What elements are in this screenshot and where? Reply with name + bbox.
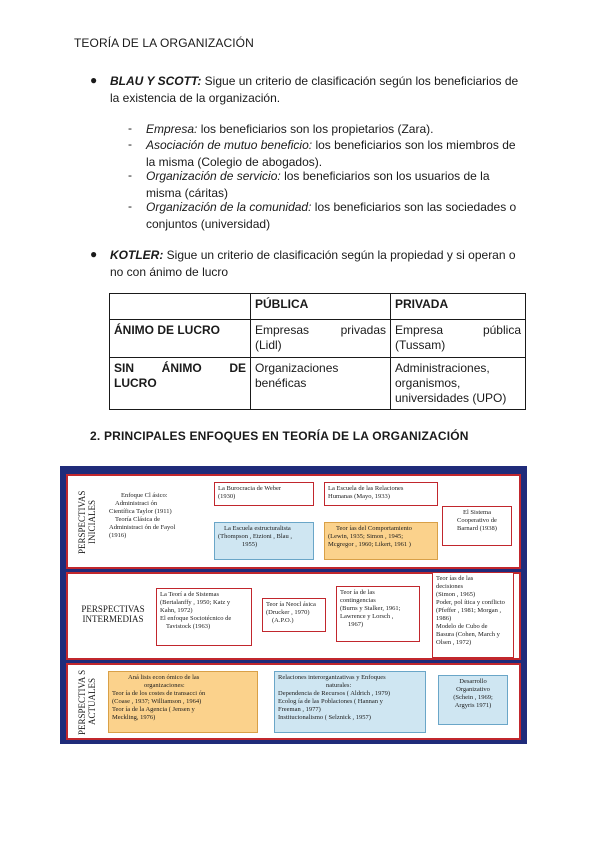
contingencias-l1: Teor ía de las xyxy=(340,589,375,596)
enfoque-l4: Teoría Clásica de xyxy=(115,516,161,523)
row-lucro-publica-a: Empresas privadas xyxy=(255,323,386,337)
rh-l2: Humanas (Mayo, 1933) xyxy=(328,493,390,500)
box-estructuralista xyxy=(214,522,314,560)
band-intermedias xyxy=(66,572,521,660)
blau-item-3 xyxy=(146,168,526,201)
estructuralista-l3: 1955) xyxy=(242,541,258,548)
contingencias-l5: 1967) xyxy=(348,621,364,628)
box-weber xyxy=(214,482,314,506)
contingencias-l4: Lawrence y Lorsch , xyxy=(340,613,394,620)
row-lucro-publica xyxy=(251,320,391,358)
decisiones-l3: (Simon , 1965) xyxy=(436,591,476,598)
relaciones-l2: naturales: xyxy=(326,682,352,689)
bullet-kotler: ● xyxy=(90,247,98,261)
contingencias-l2: contingencias xyxy=(340,597,376,604)
economico-l4: (Coase , 1937; Williamson , 1964) xyxy=(112,698,202,705)
kotler-paragraph xyxy=(110,247,525,280)
row-sin-lucro-label-b: LUCRO xyxy=(114,376,157,390)
row-sin-lucro-label xyxy=(110,358,251,410)
blau-item-3-text-2: misma (cáritas) xyxy=(146,185,229,200)
blau-item-2-text-2: la misma (Colegio de abogados). xyxy=(146,154,323,169)
economico-l1: Aná lisis econ ómico de las xyxy=(128,674,200,681)
comportamiento-l3: Mcgregor , 1960; Likert, 1961 ) xyxy=(328,541,411,548)
comportamiento-l2: (Lewin, 1935; Simon , 1945; xyxy=(328,533,404,540)
contingencias-l3: (Burns y Stalker, 1961; xyxy=(340,605,401,612)
box-relaciones-humanas xyxy=(324,482,438,506)
blau-item-1 xyxy=(146,121,526,138)
decisiones-l7: Modelo de Cubo de xyxy=(436,623,488,630)
row-sin-lucro-privada-b: organismos, xyxy=(395,376,461,390)
blau-item-1-term: Empresa: xyxy=(146,122,198,136)
economico-l5: Teor ía de la Agencia ( Jensen y xyxy=(112,706,195,713)
economico-l3: Teor ía de los costes de transacci ón xyxy=(112,690,206,697)
decisiones-l1: Teor ías de las xyxy=(436,575,474,582)
blau-item-3-text: los beneficiarios son los usuarios de la xyxy=(280,169,490,183)
box-analisis-economico xyxy=(108,671,258,733)
dash-1: - xyxy=(128,121,132,135)
enfoque-l1: Enfoque Cl ásico: xyxy=(121,492,168,499)
row-lucro-privada-b: (Tussam) xyxy=(395,338,446,352)
band-actuales xyxy=(66,663,521,740)
relaciones-l6: Institucionalismo ( Selznick , 1957) xyxy=(278,714,371,721)
box-enfoque-clasico xyxy=(106,490,214,562)
blau-text-1: Sigue un criterio de clasificación según los beneficiarios de xyxy=(201,74,519,88)
cooperativo-l2: Cooperativo de xyxy=(457,517,497,524)
row-sin-lucro-publica-b: benéficas xyxy=(255,376,307,390)
neoclasica-l3: (A.P.O.) xyxy=(272,617,294,624)
blau-item-2 xyxy=(146,137,526,170)
box-decisiones xyxy=(432,572,514,658)
row-sin-lucro-privada-c: universidades (UPO) xyxy=(395,391,507,405)
enfoque-l3: Científica Taylor (1911) xyxy=(109,508,172,515)
section-2-title: 2. PRINCIPALES ENFOQUES EN TEORÍA DE LA ORGANIZACIÓN xyxy=(90,429,469,443)
dash-2: - xyxy=(128,137,132,151)
neoclasica-l2: (Drucker , 1970) xyxy=(266,609,310,616)
relaciones-l5: Freeman , 1977) xyxy=(278,706,321,713)
sistemas-l4: El enfoque Sociotécnico de xyxy=(160,615,232,622)
blau-name: BLAU Y SCOTT: xyxy=(110,74,202,88)
table-corner xyxy=(110,294,251,320)
blau-paragraph xyxy=(110,73,525,106)
economico-l6: Meckling, 1976) xyxy=(112,714,156,721)
estructuralista-l1: La Escuela estructuralista xyxy=(224,525,291,532)
bullet-blau: ● xyxy=(90,73,98,87)
enfoque-l6: (1916) xyxy=(109,532,127,539)
band-iniciales xyxy=(66,474,521,569)
band-intermedias-label xyxy=(74,604,152,624)
kotler-table xyxy=(109,293,526,410)
sistemas-l5: Tavistock (1963) xyxy=(166,623,211,630)
relaciones-l1: Relaciones interorganizativas y Enfoques xyxy=(278,674,386,681)
box-contingencias xyxy=(336,586,420,642)
band-actuales-label: PERSPECTIVA S ACTUALES xyxy=(77,669,97,735)
row-sin-lucro-privada xyxy=(391,358,526,410)
desarrollo-l1: Desarrollo xyxy=(459,678,487,685)
enfoque-l5: Administraci ón de Fayol xyxy=(109,524,176,531)
decisiones-l8: Basura (Cohen, March y xyxy=(436,631,500,638)
blau-item-4 xyxy=(146,199,526,232)
enfoque-l2: Administraci ón xyxy=(115,500,158,507)
row-sin-lucro-privada-a: Administraciones, xyxy=(395,361,490,375)
kotler-name: KOTLER: xyxy=(110,248,164,262)
row-sin-lucro-publica-a: Organizaciones xyxy=(255,361,339,375)
relaciones-l3: Dependencia de Recursos ( Aldrich , 1979) xyxy=(278,690,391,697)
blau-item-3-term: Organización de servicio: xyxy=(146,169,281,183)
page-header: TEORÍA DE LA ORGANIZACIÓN xyxy=(74,36,254,50)
relaciones-l4: Ecolog ía de las Poblaciones ( Hannan y xyxy=(278,698,383,705)
economico-l2: organizaciones: xyxy=(144,682,185,689)
row-lucro-privada-a: Empresa pública xyxy=(395,323,521,337)
dash-4: - xyxy=(128,199,132,213)
enfoques-diagram xyxy=(60,466,527,744)
blau-item-4-text-2: conjuntos (universidad) xyxy=(146,216,271,231)
weber-l2: (1930) xyxy=(218,493,236,500)
box-desarrollo-organizativo xyxy=(438,675,508,725)
desarrollo-l3: (Schein , 1969; xyxy=(453,694,493,701)
band-iniciales-label: PERSPECTIVAS INICIALES xyxy=(77,490,97,554)
intermedias-l1: PERSPECTIVAS xyxy=(81,604,145,614)
row-lucro-label: ÁNIMO DE LUCRO xyxy=(110,320,251,358)
decisiones-l4: Poder, pol ítica y conflicto xyxy=(436,599,505,606)
rh-l1: La Escuela de las Relaciones xyxy=(328,485,404,492)
desarrollo-l4: Argyris 1971) xyxy=(454,702,492,709)
sistemas-l3: Kahn, 1972) xyxy=(160,607,193,614)
row-lucro-publica-b: (Lidl) xyxy=(255,338,282,352)
decisiones-l6: 1986) xyxy=(436,615,452,622)
blau-item-1-text: los beneficiarios son los propietarios (Zara). xyxy=(197,122,434,136)
box-cooperativo xyxy=(442,506,512,546)
neoclasica-l1: Teor ía Neocl ásica xyxy=(266,601,316,608)
desarrollo-l2: Organizativo xyxy=(456,686,490,693)
col-publica: PÚBLICA xyxy=(251,294,391,320)
box-sistemas xyxy=(156,588,252,646)
box-relaciones-interorganizativas xyxy=(274,671,426,733)
sistemas-l1: La Teorí a de Sistemas xyxy=(160,591,219,598)
comportamiento-l1: Teor ías del Comportamiento xyxy=(336,525,412,532)
estructuralista-l2: (Thompson , Etzioni , Blau , xyxy=(218,533,293,540)
decisiones-l9: Olsen , 1972) xyxy=(436,639,472,646)
row-sin-lucro-label-a: SIN ÁNIMO DE xyxy=(114,361,246,375)
kotler-text-2: no con ánimo de lucro xyxy=(110,264,229,279)
box-comportamiento xyxy=(324,522,438,560)
decisiones-l5: (Pfeffer , 1981; Morgan , xyxy=(436,607,502,614)
dash-3: - xyxy=(128,168,132,182)
kotler-text-1: Sigue un criterio de clasificación según la propiedad y si operan o xyxy=(163,248,516,262)
intermedias-l2: INTERMEDIAS xyxy=(82,614,144,624)
sistemas-l2: (Bertalanffy , 1950; Katz y xyxy=(160,599,231,606)
blau-text-2: la existencia de la organización. xyxy=(110,90,281,105)
blau-item-4-text: los beneficiarios son las sociedades o xyxy=(311,200,517,214)
weber-l1: La Burocracia de Weber xyxy=(218,485,282,492)
row-sin-lucro-publica xyxy=(251,358,391,410)
row-lucro-privada xyxy=(391,320,526,358)
col-privada: PRIVADA xyxy=(391,294,526,320)
cooperativo-l1: El Sistema xyxy=(463,509,491,516)
blau-item-4-term: Organización de la comunidad: xyxy=(146,200,312,214)
blau-item-2-term: Asociación de mutuo beneficio: xyxy=(146,138,313,152)
decisiones-l2: decisiones xyxy=(436,583,464,590)
box-neoclasica xyxy=(262,598,326,632)
blau-item-2-text: los beneficiarios son los miembros de xyxy=(312,138,516,152)
cooperativo-l3: Barnard (1938) xyxy=(457,525,497,532)
